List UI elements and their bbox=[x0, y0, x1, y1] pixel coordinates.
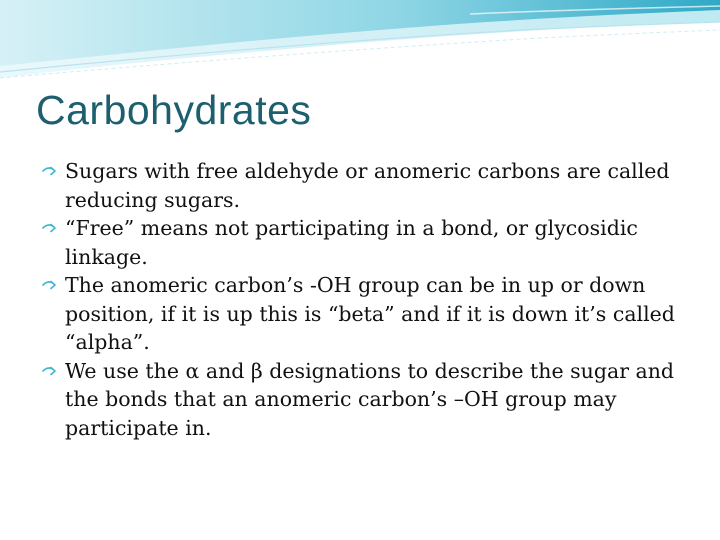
header-wave-decoration bbox=[0, 0, 720, 90]
bullet-item bbox=[42, 271, 682, 357]
bullet-text: “Free” means not participating in a bond, or glycosidic linkage. bbox=[65, 216, 638, 269]
bullet-arrow-icon bbox=[42, 365, 58, 377]
bullet-arrow-icon bbox=[42, 222, 58, 234]
bullet-list bbox=[42, 157, 682, 442]
bullet-text: Sugars with free aldehyde or anomeric carbons are called reducing sugars. bbox=[65, 159, 670, 212]
bullet-arrow-icon bbox=[42, 279, 58, 291]
slide-title: Carbohydrates bbox=[36, 87, 312, 133]
bullet-text: The anomeric carbon’s -OH group can be in up or down position, if it is up this is “beta” and if it is down it’s called “alpha”. bbox=[65, 273, 675, 354]
bullet-item bbox=[42, 157, 682, 214]
bullet-arrow-icon bbox=[42, 165, 58, 177]
bullet-item bbox=[42, 214, 682, 271]
bullet-item bbox=[42, 357, 682, 443]
bullet-text: We use the α and β designations to describe the sugar and the bonds that an anomeric carbon’s –OH group may participate in. bbox=[65, 358, 675, 440]
